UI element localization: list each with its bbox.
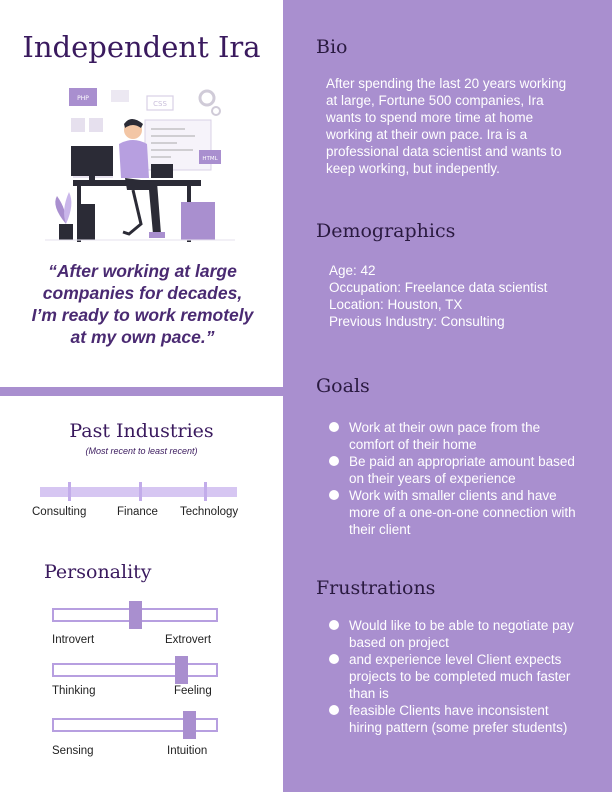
past-industries-title: Past Industries <box>69 420 214 442</box>
persona-quote: “After working at large companies for decades, I’m ready to work remotely at my own pace.” <box>31 261 254 347</box>
industry-label: Finance <box>117 506 158 518</box>
personality-title: Personality <box>44 561 152 583</box>
bio-heading: Bio <box>316 36 348 58</box>
scale-right-label: Extrovert <box>165 634 212 646</box>
person-shirt <box>119 140 149 178</box>
personality-scale-track <box>52 663 218 677</box>
svg-text:CSS: CSS <box>153 100 167 108</box>
list-item: Would like to be able to negotiate pay based on project <box>328 617 576 651</box>
bio-text: After spending the last 20 years working at large, Fortune 500 companies, Ira wants to spend more time at home working at their own pace. Ira is a professional data scientist and wants to keep working, but indepently. <box>326 76 567 176</box>
svg-text:PHP: PHP <box>77 95 89 102</box>
list-item: Work at their own pace from the comfort of their home <box>328 419 576 453</box>
drawer-cabinet <box>181 202 215 240</box>
demographics-heading: Demographics <box>316 220 456 242</box>
bullet-icon <box>329 705 339 715</box>
frustrations-list <box>328 617 576 736</box>
bullet-icon <box>329 456 339 466</box>
personality-scale-marker <box>129 601 142 629</box>
past-industries-subtitle: (Most recent to least recent) <box>85 446 198 456</box>
demographics-previous-industry: Previous Industry: Consulting <box>329 314 505 329</box>
plant-pot <box>59 224 73 240</box>
persona-name: Independent Ira <box>22 30 261 64</box>
scale-left-label: Introvert <box>52 634 95 646</box>
scale-right-label: Intuition <box>167 745 208 757</box>
developer-illustration <box>45 74 235 246</box>
scale-left-label: Thinking <box>52 685 96 697</box>
industry-tick <box>204 482 207 501</box>
personality-scale-marker <box>183 711 196 739</box>
frustrations-heading: Frustrations <box>316 577 436 599</box>
industry-label: Technology <box>180 506 239 518</box>
industry-tick <box>68 482 71 501</box>
svg-text:HTML: HTML <box>202 156 218 162</box>
demographics-list <box>329 262 569 330</box>
laptop <box>151 164 173 178</box>
industry-label: Consulting <box>32 506 87 518</box>
pc-tower <box>81 204 95 240</box>
bullet-icon <box>329 422 339 432</box>
goals-heading: Goals <box>316 375 370 397</box>
scale-left-label: Sensing <box>52 745 94 757</box>
list-item: feasible Clients have inconsistent hiring pattern (some prefer students) <box>328 702 576 736</box>
small-gear-icon <box>212 107 220 115</box>
divider-band <box>0 387 283 396</box>
list-item: Be paid an appropriate amount based on their years of experience <box>328 453 576 487</box>
demographics-age: Age: 42 <box>329 263 376 278</box>
personality-scale-marker <box>175 656 188 684</box>
goals-list <box>328 419 576 538</box>
demographics-location: Location: Houston, TX <box>329 297 463 312</box>
scale-right-label: Feeling <box>174 685 212 697</box>
gear-icon <box>200 91 214 105</box>
bullet-icon <box>329 620 339 630</box>
bullet-icon <box>329 490 339 500</box>
bullet-icon <box>329 654 339 664</box>
monitor <box>71 146 113 176</box>
list-item: Work with smaller clients and have more of a one-on-one connection with their client <box>328 487 576 538</box>
demographics-occupation: Occupation: Freelance data scientist <box>329 280 548 295</box>
industry-tick <box>139 482 142 501</box>
list-item: and experience level Client expects projects to be completed much faster than is <box>328 651 576 702</box>
